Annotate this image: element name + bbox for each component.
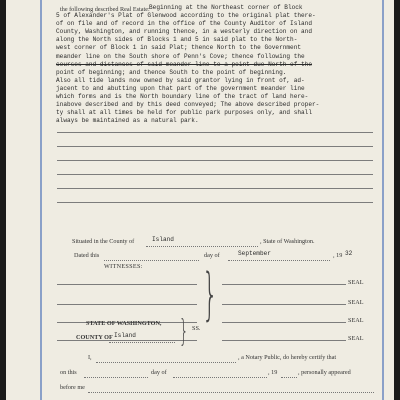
notary-month-underline	[173, 377, 267, 378]
state-county: Island	[114, 332, 136, 339]
state-label: STATE OF WASHINGTON,	[86, 320, 162, 327]
blank-line	[57, 146, 373, 147]
description-line: point of beginning; and thence South to the point of beginning.	[56, 68, 287, 76]
notary-nineteen: , 19	[268, 369, 278, 376]
description-line: along the North sides of Blocks 1 and 5 in said plat to the North-	[56, 36, 298, 44]
before-me-underline	[88, 392, 374, 393]
description-line: meander line on the South shore of Penn's Cove; thence following the	[56, 52, 305, 60]
situated-state: , State of Washington.	[260, 238, 315, 245]
notary-i-label: I,	[88, 354, 92, 361]
notary-day-of: day of	[151, 369, 167, 376]
description-line: Beginning at the Northeast corner of Block	[149, 4, 303, 11]
description-line: County, Washington, and running thence, in a westerly direction on and	[56, 28, 312, 36]
seal-label: SEAL	[348, 299, 364, 306]
situated-county: Island	[152, 236, 174, 243]
blank-line	[57, 202, 373, 203]
deed-document	[6, 0, 394, 400]
description-line: west corner of Block 1 in said Plat; thence North to the Government	[56, 44, 302, 52]
notary-day-underline	[84, 377, 148, 378]
seal-label: SEAL	[348, 279, 364, 286]
description-line: courses and distances of said meander line to a point due North of the	[56, 60, 312, 68]
property-description	[56, 4, 319, 125]
witnesses-label: WITNESSES:	[104, 263, 143, 270]
witness-line	[57, 304, 197, 305]
before-me-label: before me	[60, 384, 85, 391]
blank-line	[57, 188, 373, 189]
signature-line	[222, 322, 346, 323]
seal-label: SEAL	[348, 317, 364, 324]
day-underline	[104, 260, 199, 261]
description-line: always be maintained as a natural park.	[56, 117, 199, 125]
ss-brace: }	[179, 314, 189, 349]
description-line: of on file and of record in the office of the County Auditor of Island	[56, 20, 312, 28]
seal-label: SEAL	[348, 335, 364, 342]
personally-appeared: , personally appeared	[298, 369, 351, 376]
witness-line	[57, 284, 197, 285]
witness-brace: }	[202, 262, 219, 327]
description-line: inabove described and by this deed conveyed; The above described proper-	[56, 101, 320, 109]
notary-year-underline	[281, 377, 297, 378]
blank-line	[57, 160, 373, 161]
signature-line	[222, 284, 346, 285]
blank-line	[57, 174, 373, 175]
blank-line	[57, 132, 373, 133]
year-prefix: , 19	[333, 252, 343, 259]
dated-label: Dated this	[74, 252, 100, 259]
signature-line	[222, 340, 346, 341]
dated-year: 32	[345, 250, 353, 257]
notary-text: , a Notary Public, do hereby certify that	[238, 354, 337, 361]
description-lines	[56, 4, 319, 125]
description-line: jacent to and abutting upon that part of the government meander line	[56, 84, 305, 92]
month-underline	[228, 260, 330, 261]
signature-line	[222, 304, 346, 305]
state-county-underline	[109, 342, 175, 343]
situated-label: Situated in the County of	[72, 238, 135, 245]
description-line: which forms and is the North boundary line of the tract of land here-	[56, 93, 309, 101]
description-line: 5 of Alexander's Plat of Glenwood according to the original plat there-	[56, 12, 316, 20]
dated-month: September	[238, 250, 271, 257]
county-label: COUNTY OF	[76, 334, 113, 341]
county-underline	[146, 246, 258, 247]
description-line: Also all tide lands now owned by said grantor lying in front of, ad-	[56, 76, 305, 84]
description-line: ty shall at all times be held for public park purposes only, and shall	[56, 109, 312, 117]
notary-name-underline	[96, 362, 236, 363]
real-estate-intro: the following described Real Estate:	[60, 6, 150, 13]
ss-label: SS.	[192, 325, 201, 332]
day-of-label: day of	[204, 252, 220, 259]
on-this-label: on this	[60, 369, 77, 376]
